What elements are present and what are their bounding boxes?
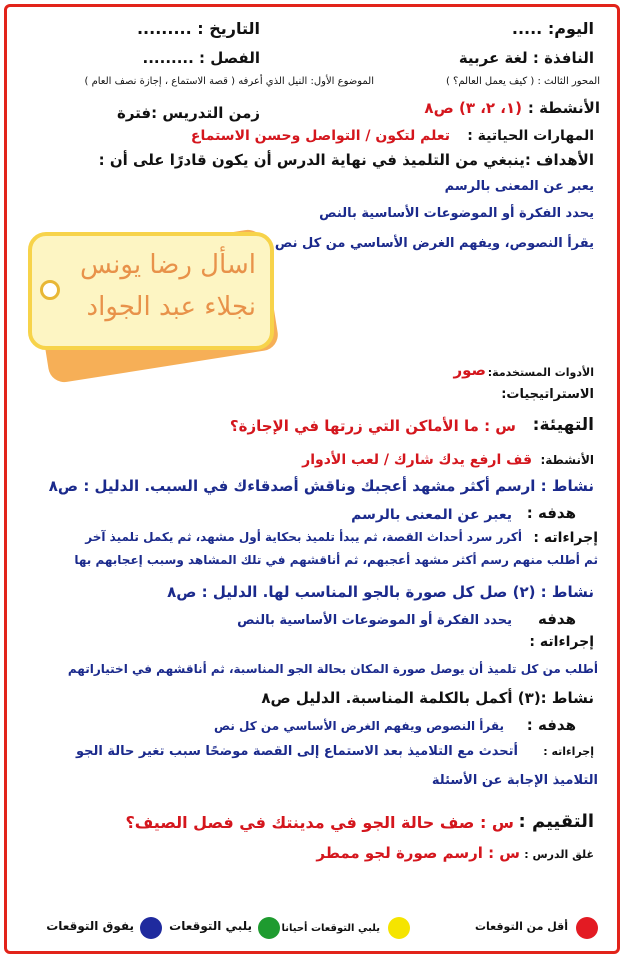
legend-label-4: يفوق التوقعات (46, 919, 134, 933)
activity2-goal-label: هدفه (538, 610, 576, 628)
warmup-label: التهيئة: (532, 415, 594, 435)
legend-green-dot (258, 917, 280, 939)
date-field: التاريخ : ......... (136, 19, 260, 38)
activity1-proc-line1: أكرر سرد أحداث القصة، ثم يبدأ تلميذ بحكاية أول مشهد، ثم يكمل تلميذ آخر (85, 530, 522, 544)
activity2-goal-value: يحدد الفكرة أو الموضوعات الأساسية بالنص (237, 613, 512, 628)
topic-field: الموضوع الأول: النيل الذي أعرفه ( قصة الاستماع ، إجازة نصف العام ) (84, 76, 374, 87)
objective-item-3: يقرأ النصوص، ويفهم الغرض الأساسي من كل نص (274, 236, 594, 251)
day-field: اليوم: ..... (511, 19, 594, 38)
skills-label: المهارات الحياتية : (467, 128, 594, 144)
activity2-title: نشاط : (٢) صل كل صورة بالجو المناسب لها. الدليل : ص٨ (167, 583, 594, 601)
closing-label: غلق الدرس : (524, 848, 594, 861)
activity1-proc-line2: ثم أطلب منهم رسم أكثر مشهد أعجبهم، ثم أناقشهم في تلك المشاهد وسبب إعجابهم بها (74, 553, 598, 567)
legend-red-dot (576, 917, 598, 939)
legend-blue-dot (140, 917, 162, 939)
activities-row-value: قف ارفع يدك شارك / لعب الأدوار (302, 452, 532, 468)
evaluation-value: س : صف حالة الجو في مدينتك في فصل الصيف؟ (125, 813, 514, 832)
activity2-proc-label: إجراءاته : (529, 634, 594, 650)
axis-field: المحور الثالث : ( كيف يعمل العالم؟ ) (445, 76, 600, 87)
activities-value: (١، ٢، ٣) ص٨ (424, 99, 522, 117)
activity3-goal-value: يقرأ النصوص ويفهم الغرض الأساسي من كل نص (214, 719, 504, 733)
activity1-title: نشاط : ارسم أكثر مشهد أعجبك وناقش أصدقاءك في السبب. الدليل : ص٨ (48, 477, 594, 495)
warmup-value: س : ما الأماكن التي زرتها في الإجازة؟ (229, 417, 516, 435)
evaluation-label: التقييم : (518, 811, 594, 832)
price-tag-watermark (28, 232, 274, 350)
activity3-proc-line2: التلاميذ الإجابة عن الأسئلة (431, 773, 598, 788)
objectives-intro: الأهداف :ينبغي من التلميذ في نهاية الدرس أن يكون قادرًا على أن : (98, 151, 594, 169)
tools-label: الأدوات المستخدمة: (487, 366, 594, 379)
activity1-goal-label: هدفه : (526, 504, 576, 522)
activities-row-label: الأنشطة: (540, 453, 594, 467)
window-field: النافذة : لغة عربية (458, 49, 594, 67)
activity2-proc-line1: أطلب من كل تلميذ أن يوصل صورة المكان بحالة الجو المناسبة، ثم أناقشهم في اختياراتهم (67, 662, 598, 676)
tag-hole-icon (40, 280, 60, 300)
legend-yellow-dot (388, 917, 410, 939)
activity1-goal-value: يعبر عن المعنى بالرسم (351, 507, 512, 523)
skills-value: تعلم لتكون / التواصل وحسن الاستماع (190, 128, 450, 144)
activity3-goal-label: هدفه : (526, 716, 576, 734)
closing-value: س : ارسم صورة لجو ممطر (316, 844, 520, 862)
tools-value: صور (453, 361, 486, 379)
activity3-proc-label: إجراءاته : (543, 745, 594, 758)
tag-line-1: اسأل رضا يونس (80, 250, 256, 280)
activity3-proc-line1: أتحدث مع التلاميذ بعد الاستماع إلى القصة موضحًا سبب تغير حالة الجو (75, 744, 518, 759)
legend-label-3: يلبي التوقعات (169, 919, 252, 933)
activity3-title: نشاط :(٣) أكمل بالكلمة المناسبة. الدليل ص٨ (261, 689, 594, 707)
objective-item-1: يعبر عن المعنى بالرسم (444, 179, 594, 194)
legend-label-2: يلبي التوقعات أحيانا (281, 923, 380, 934)
strategies-label: الاستراتيجيات: (501, 387, 594, 402)
legend-label-1: أقل من التوقعات (474, 920, 568, 933)
objective-item-2: يحدد الفكرة أو الموضوعات الأساسية بالنص (319, 206, 594, 221)
activities-label: الأنشطة : (527, 99, 600, 117)
class-field: الفصل : ......... (142, 49, 260, 67)
tag-line-2: نجلاء عبد الجواد (86, 292, 256, 322)
activity1-proc-label: إجراءاته : (533, 530, 598, 546)
teaching-time: زمن التدريس :فترة (116, 104, 260, 122)
